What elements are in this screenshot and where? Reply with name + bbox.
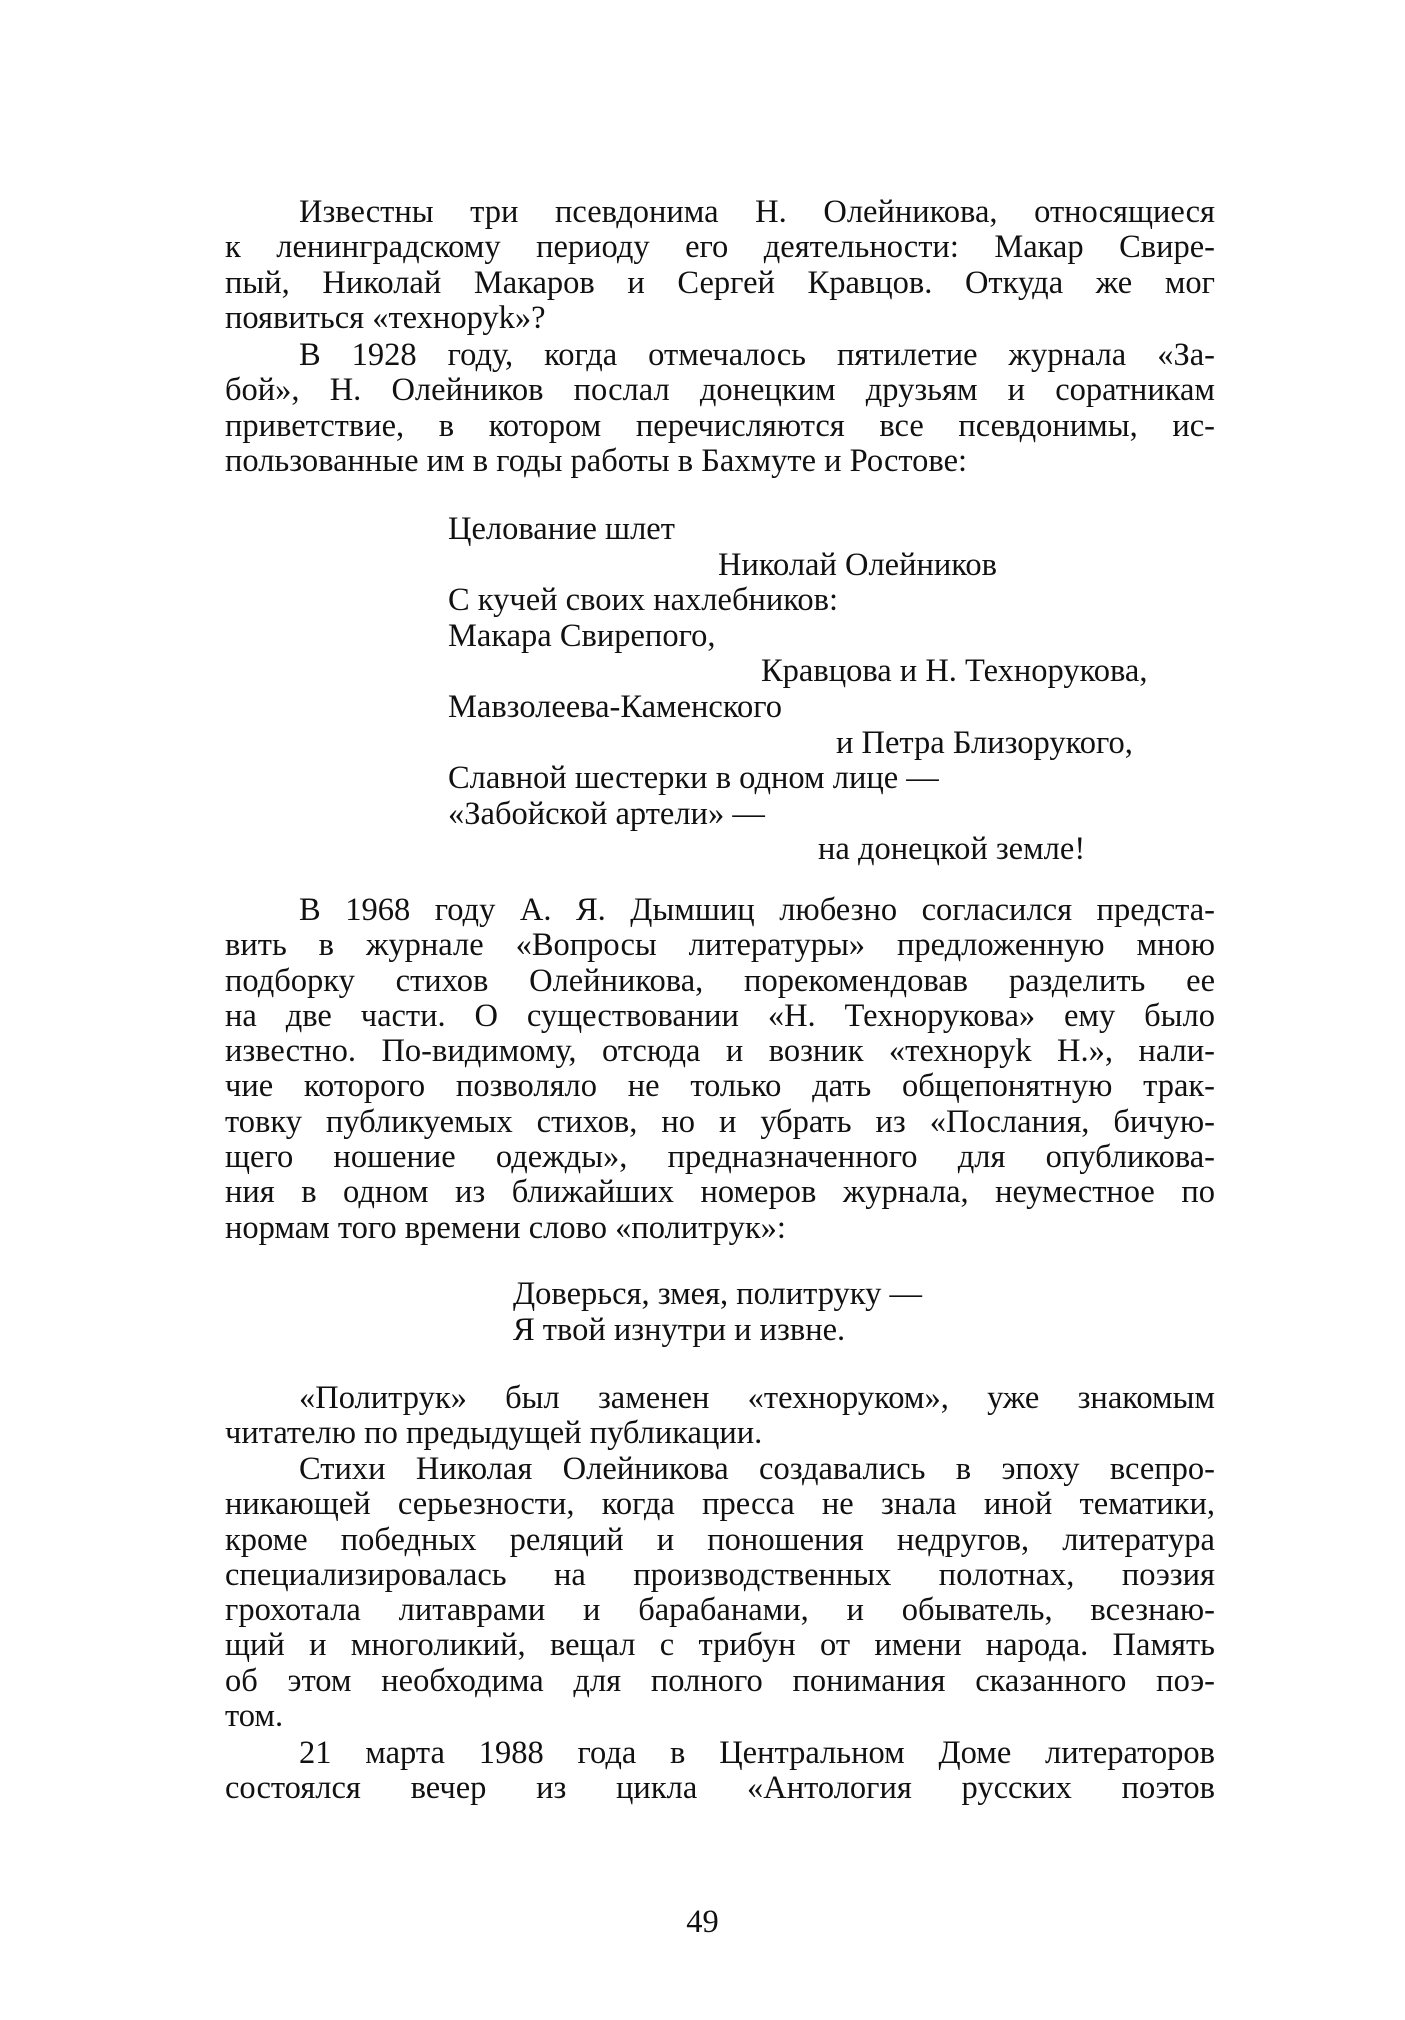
verse-line: Кравцова и Н. Технорукова,: [761, 653, 1148, 690]
text-line: грохотала литаврами и барабанами, и обыватель, всезнаю-: [225, 1592, 1215, 1629]
text-line: специализировалась на производственных полотнах, поэзия: [225, 1556, 1215, 1593]
text-line: об этом необходима для полного понимания сказанного поэ-: [225, 1662, 1215, 1699]
text-line: нормам того времени слово «политрук»:: [225, 1209, 786, 1246]
text-line: подборку стихов Олейникова, порекомендовав разделить ее: [225, 962, 1215, 999]
verse-line: Николай Олейников: [718, 546, 998, 583]
verse-line: Славной шестерки в одном лице —: [448, 760, 939, 797]
paragraph-6: [225, 1736, 1215, 1807]
verse-line: Целование шлет: [448, 511, 675, 547]
verse-greeting: [448, 512, 1228, 868]
text-line: товку публикуемых стихов, но и убрать из «Послания, бичую-: [225, 1103, 1215, 1140]
text-line: бой», Н. Олейников послал донецким друзьям и соратникам: [225, 372, 1215, 409]
paragraph-3: [225, 893, 1215, 1246]
text-line: В 1928 году, когда отмечалось пятилетие журнала «За-: [299, 337, 1215, 373]
verse-line: на донецкой земле!: [818, 831, 1086, 868]
text-line: вить в журнале «Вопросы литературы» предложенную мною: [225, 927, 1215, 964]
verse-line: Я твой изнутри и извне.: [513, 1311, 846, 1348]
text-line: чие которого позволяло не только дать общепонятную трак-: [225, 1068, 1215, 1105]
text-line: никающей серьезности, когда пресса не знала иной тематики,: [225, 1486, 1215, 1523]
text-line: Известны три псевдонима Н. Олейникова, относящиеся: [299, 194, 1215, 230]
text-line: известно. По-видимому, отсюда и возник «техноруk Н.», нали-: [225, 1033, 1215, 1070]
paragraph-2: [225, 338, 1215, 479]
text-line: щего ношение одежды», предназначенного для опубликова-: [225, 1139, 1215, 1176]
verse-line: Доверься, змея, политруку —: [513, 1276, 922, 1312]
text-line: состоялся вечер из цикла «Антология русских поэтов: [225, 1770, 1215, 1807]
text-line: к ленинградскому периоду его деятельности: Макар Свире-: [225, 229, 1215, 266]
verse-line: С кучей своих нахлебников:: [448, 582, 839, 619]
text-line: приветствие, в котором перечисляются все псевдонимы, ис-: [225, 407, 1215, 444]
paragraph-5: [225, 1452, 1215, 1734]
text-line: на две части. О существовании «Н. Технорукова» ему было: [225, 997, 1215, 1034]
text-line: «Политрук» был заменен «техноруком», уже знакомым: [299, 1380, 1215, 1416]
text-line: пользованные им в годы работы в Бахмуте и Ростове:: [225, 442, 968, 479]
text-line: ния в одном из ближайших номеров журнала, неуместное по: [225, 1174, 1215, 1211]
text-line: том.: [225, 1698, 284, 1735]
verse-line: и Петра Близорукого,: [836, 724, 1133, 761]
text-line: щий и многоликий, вещал с трибун от имени народа. Память: [225, 1627, 1215, 1664]
text-line: появиться «техноруk»?: [225, 299, 546, 336]
paragraph-4: [225, 1381, 1215, 1452]
paragraph-1: [225, 195, 1215, 336]
text-line: В 1968 году А. Я. Дымшиц любезно согласился предста-: [299, 892, 1215, 928]
text-line: читателю по предыдущей публикации.: [225, 1415, 763, 1452]
text-line: Стихи Николая Олейникова создавались в эпоху всепро-: [299, 1451, 1215, 1487]
verse-line: «Забойской артели» —: [448, 795, 765, 832]
verse-line: Мавзолеева-Каменского: [448, 688, 783, 725]
page-number: 49: [686, 1904, 719, 1940]
text-line: пый, Николай Макаров и Сергей Кравцов. Откуда же мог: [225, 264, 1215, 301]
verse-line: Макара Свирепого,: [448, 617, 716, 654]
verse-quote: [513, 1277, 1113, 1348]
text-line: кроме победных реляций и поношения недругов, литература: [225, 1521, 1215, 1558]
text-line: 21 марта 1988 года в Центральном Доме литераторов: [299, 1735, 1215, 1771]
